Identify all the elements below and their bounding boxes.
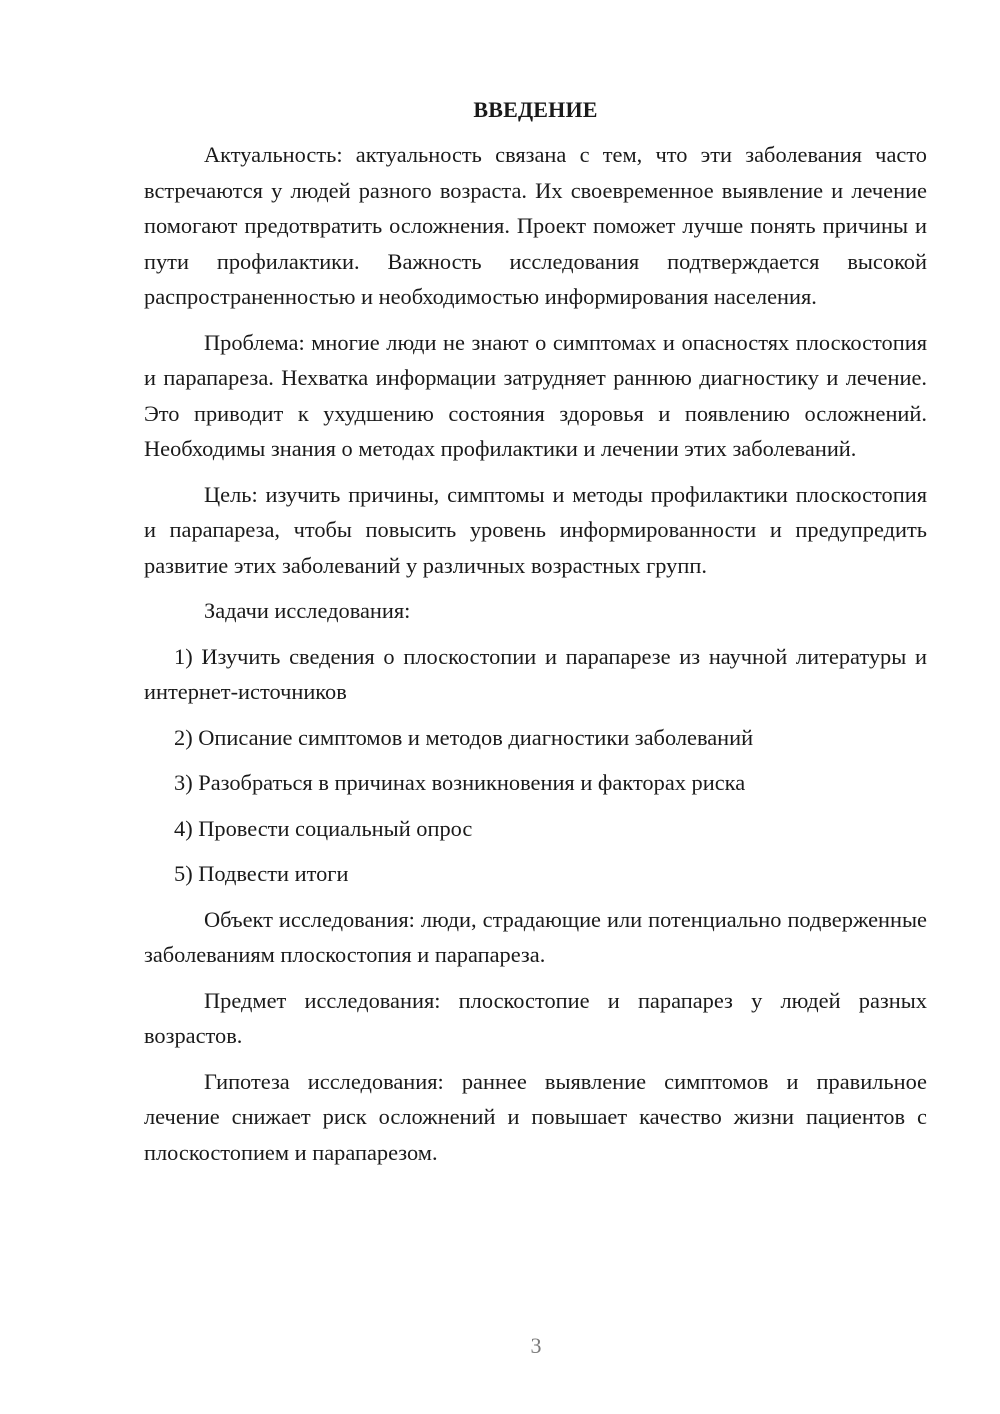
section-title: ВВЕДЕНИЕ <box>473 97 598 122</box>
problem-paragraph: Проблема: многие люди не знают о симптомах и опасностях плоскостопия и парапареза. Нехватка информации затрудняет раннюю диагностику и лечение. Это приводит к ухудшению состояния здоровья и появлению осложнений. Необходимы знания о методах профилактики и лечении этих заболеваний. <box>144 329 927 461</box>
task-item-4: 4) Провести социальный опрос <box>174 815 473 841</box>
tasks-heading: Задачи исследования: <box>204 598 411 623</box>
task-item-2: 2) Описание симптомов и методов диагностики заболеваний <box>174 724 754 750</box>
goal-paragraph: Цель: изучить причины, симптомы и методы профилактики плоскостопия и парапареза, чтобы повысить уровень информированности и предупредить развитие этих заболеваний у различных возрастных групп. <box>144 481 927 578</box>
subject-paragraph: Предмет исследования: плоскостопие и парапарез у людей разных возрастов. <box>144 987 927 1048</box>
hypothesis-paragraph: Гипотеза исследования: раннее выявление симптомов и правильное лечение снижает риск осложнений и повышает качество жизни пациентов с плоскостопием и парапарезом. <box>144 1068 927 1165</box>
object-paragraph: Объект исследования: люди, страдающие или потенциально подверженные заболеваниям плоскостопия и парапареза. <box>144 906 927 967</box>
page-content <box>144 92 927 1170</box>
task-item-3: 3) Разобраться в причинах возникновения и факторах риска <box>174 770 746 795</box>
task-item-5: 5) Подвести итоги <box>174 861 349 886</box>
page-number: 3 <box>530 1333 542 1358</box>
relevance-paragraph: Актуальность: актуальность связана с тем, что эти заболевания часто встречаются у людей разного возраста. Их своевременное выявление и лечение помогают предотвратить осложнения. Проект поможет лучше понять причины и пути профилактики. Важность исследования подтверждается высокой распространенностью и необходимостью информирования населения. <box>144 142 927 309</box>
tasks-list <box>144 639 927 892</box>
task-item-1: 1) Изучить сведения о плоскостопии и парапарезе из научной литературы и интернет-источников <box>144 643 927 704</box>
